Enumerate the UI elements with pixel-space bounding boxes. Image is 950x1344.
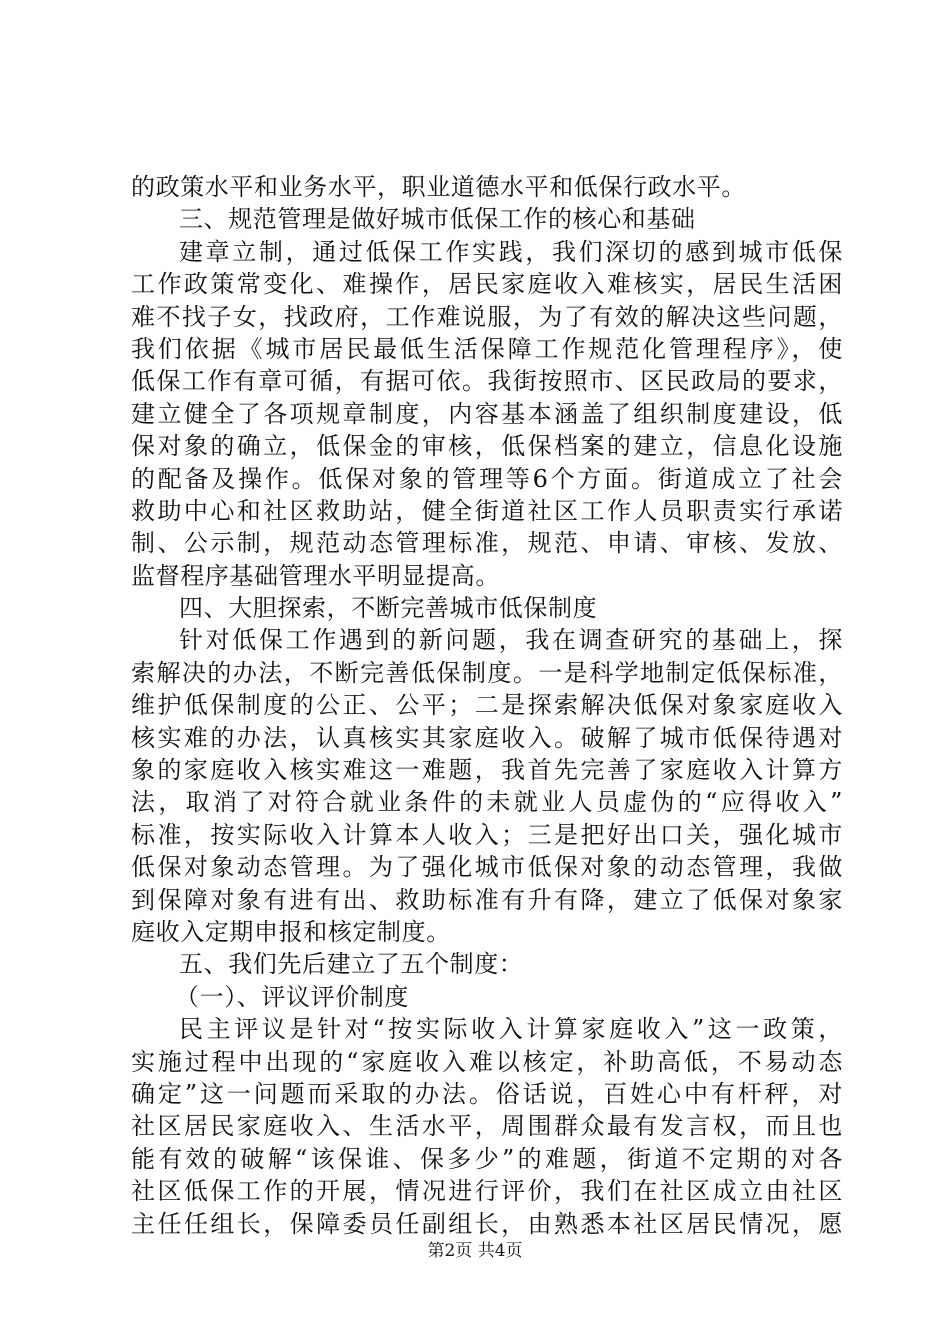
text-line: 低保工作有章可循，有据可依。我街按照市、区民政局的要求， [131,367,843,396]
text-line: 三、规范管理是做好城市低保工作的核心和基础 [179,205,696,234]
text-line: 的配备及操作。低保对象的管理等6个方面。街道成立了社会 [131,464,843,493]
text-line: 主任任组长，保障委员任副组长，由熟悉本社区居民情况，愿 [131,1209,843,1238]
text-line: 法，取消了对符合就业条件的未就业人员虚伪的“应得收入” [131,788,843,817]
text-line: 针对低保工作遇到的新问题，我在调查研究的基础上，探 [179,626,843,655]
text-line: 我们依据《城市居民最低生活保障工作规范化管理程序》，使 [131,334,843,363]
text-line: 难不找子女，找政府，工作难说服，为了有效的解决这些问题， [131,302,843,331]
text-line: 保对象的确立，低保金的审核，低保档案的建立，信息化设施 [131,432,843,461]
body-text [131,171,843,1240]
text-line: 制、公示制，规范动态管理标准，规范、申请、审核、发放、 [131,529,843,558]
text-line: 四、大胆探索，不断完善城市低保制度 [179,594,598,623]
text-line: 确定”这一问题而采取的办法。俗话说，百姓心中有杆秤，对 [131,1079,843,1108]
text-line: 索解决的办法，不断完善低保制度。一是科学地制定低保标准， [131,658,843,687]
page-footer: 第2页 共4页 [427,1241,523,1261]
text-line: 象的家庭收入核实难这一难题，我首先完善了家庭收入计算方 [131,756,843,785]
text-line: 建章立制，通过低保工作实践，我们深切的感到城市低保 [179,237,843,266]
text-line: 建立健全了各项规章制度，内容基本涵盖了组织制度建设，低 [131,399,843,428]
text-line: 救助中心和社区救助站，健全街道社区工作人员职责实行承诺 [131,496,843,525]
text-line: 社区居民家庭收入、生活水平，周围群众最有发言权，而且也 [131,1112,843,1141]
text-line: 标准，按实际收入计算本人收入；三是把好出口关，强化城市 [131,820,843,849]
text-line: 五、我们先后建立了五个制度： [179,950,524,979]
text-line: 庭收入定期申报和核定制度。 [131,917,451,946]
text-line: 工作政策常变化、难操作，居民家庭收入难核实，居民生活困 [131,270,843,299]
text-line: 监督程序基础管理水平明显提高。 [131,561,500,590]
text-line: 的政策水平和业务水平，职业道德水平和低保行政水平。 [131,173,746,201]
text-line: 能有效的破解“该保谁、保多少”的难题，街道不定期的对各 [131,1144,843,1173]
text-line: 维护低保制度的公正、公平；二是探索解决低保对象家庭收入 [131,691,843,720]
text-line: 核实难的办法，认真核实其家庭收入。破解了城市低保待遇对 [131,723,843,752]
text-line: （一）、评议评价制度 [175,982,409,1011]
text-line: 低保对象动态管理。为了强化城市低保对象的动态管理，我做 [131,853,843,882]
text-line: 社区低保工作的开展，情况进行评价，我们在社区成立由社区 [131,1177,843,1206]
text-line: 到保障对象有进有出、救助标准有升有降，建立了低保对象家 [131,885,843,914]
text-line: 实施过程中出现的“家庭收入难以核定，补助高低，不易动态 [131,1047,843,1076]
text-line: 民主评议是针对“按实际收入计算家庭收入”这一政策， [179,1015,843,1044]
